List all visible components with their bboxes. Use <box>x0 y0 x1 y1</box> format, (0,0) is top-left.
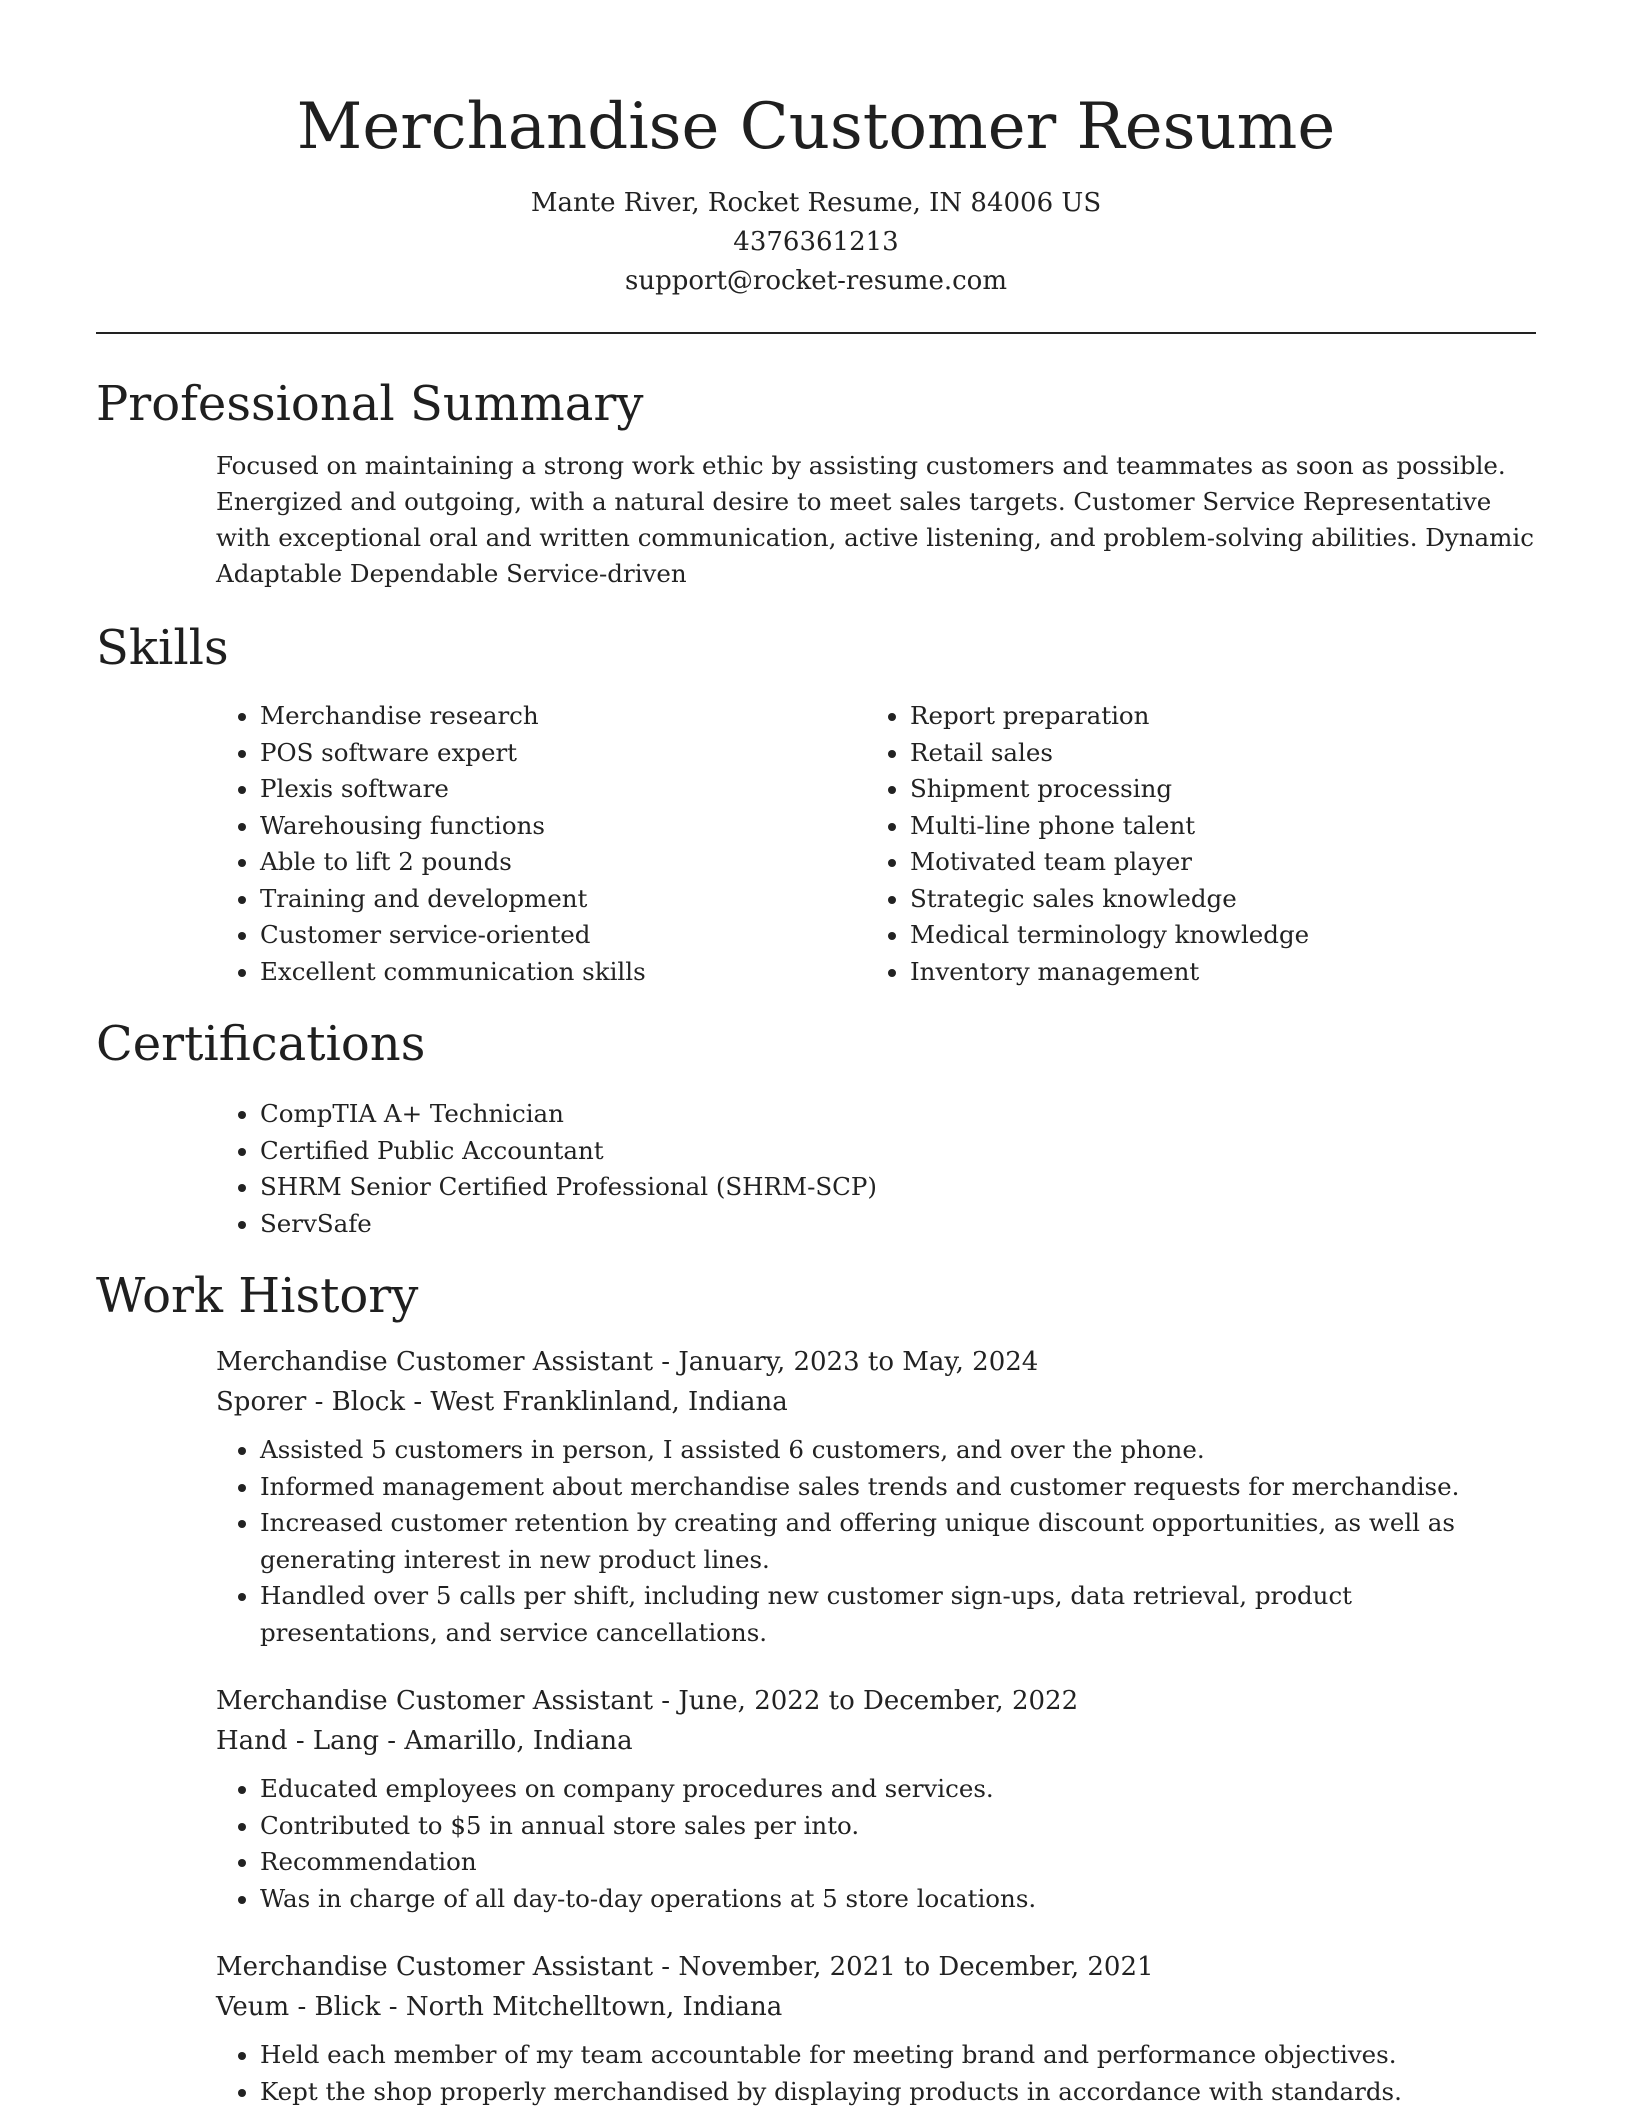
job-bullet: • Handled over 5 calls per shift, including new customer sign-ups, data retrieval, product presentations, and service cancellations. <box>260 1578 1536 1651</box>
work-history-heading: Work History <box>96 1268 419 1324</box>
skill-item: • POS software expert <box>260 735 886 772</box>
job-location: North Mitchelltown, Indiana <box>405 1992 783 2022</box>
job-title-line: Merchandise Customer Assistant - June, 2022 to December, 2022 <box>216 1686 1079 1716</box>
skill-item: • Plexis software <box>260 771 886 808</box>
skill-item: • Able to lift 2 pounds <box>260 844 886 881</box>
job-bullets <box>216 1771 1536 1917</box>
skill-item: • Multi-line phone talent <box>910 808 1536 845</box>
skill-item: • Merchandise research <box>260 698 886 735</box>
job-company-line: Sporer - Block - West Franklinland, Indiana <box>216 1387 788 1417</box>
certification-item: • CompTIA A+ Technician <box>260 1096 1536 1133</box>
skills-section <box>96 616 1536 990</box>
job-location: West Franklinland, Indiana <box>430 1387 788 1417</box>
contact-block <box>96 184 1536 301</box>
job-bullet: • Educated employees on company procedures and services. <box>260 1771 1536 1808</box>
job-company-line: Veum - Blick - North Mitchelltown, Indiana <box>216 1992 783 2022</box>
skill-item: • Training and development <box>260 881 886 918</box>
job-dates: January, 2023 to May, 2024 <box>678 1347 1039 1377</box>
skills-columns <box>216 698 1536 990</box>
skills-heading: Skills <box>96 620 229 676</box>
job-location: Amarillo, Indiana <box>404 1726 633 1756</box>
skill-item: • Report preparation <box>910 698 1536 735</box>
job-role: Merchandise Customer Assistant <box>216 1952 654 1982</box>
job-role: Merchandise Customer Assistant <box>216 1686 654 1716</box>
certification-item: • ServSafe <box>260 1206 1536 1243</box>
certification-item: • Certified Public Accountant <box>260 1133 1536 1170</box>
job-bullet: • Held each member of my team accountable for meeting brand and performance objectives. <box>260 2037 1536 2074</box>
contact-email: support@rocket-resume.com <box>624 266 1007 296</box>
summary-heading: Professional Summary <box>96 376 644 432</box>
resume-header <box>96 0 1536 301</box>
job-dates: November, 2021 to December, 2021 <box>678 1952 1154 1982</box>
certifications-heading: Certifications <box>96 1016 426 1072</box>
job-title-line: Merchandise Customer Assistant - January, 2023 to May, 2024 <box>216 1347 1039 1377</box>
job-bullet: • Was in charge of all day-to-day operations at 5 store locations. <box>260 1881 1536 1918</box>
job-entry <box>216 1342 1536 1651</box>
job-bullets <box>216 2037 1536 2110</box>
job-role: Merchandise Customer Assistant <box>216 1347 654 1377</box>
summary-text: Focused on maintaining a strong work ethic by assisting customers and teammates as soon as possible. Energized and outgoing, with a natural desire to meet sales targets. Customer Service Representative with exceptional oral and written communication, active listening, and problem-solving abilities. Dynamic Adaptable Dependable Service-driven <box>216 451 1534 588</box>
skills-right-column <box>886 698 1536 990</box>
job-entry <box>216 1681 1536 1917</box>
job-bullet: • Assisted 5 customers in person, I assisted 6 customers, and over the phone. <box>260 1432 1536 1469</box>
header-divider <box>96 332 1536 334</box>
summary-section <box>96 372 1536 592</box>
job-bullet: • Recommendation <box>260 1844 1536 1881</box>
job-bullet: • Contributed to $5 in annual store sales per into. <box>260 1808 1536 1845</box>
job-bullets <box>216 1432 1536 1651</box>
skill-item: • Motivated team player <box>910 844 1536 881</box>
skill-item: • Excellent communication skills <box>260 954 886 991</box>
skill-item: • Warehousing functions <box>260 808 886 845</box>
contact-phone: 4376361213 <box>733 227 899 257</box>
job-company: Sporer - Block <box>216 1387 406 1417</box>
job-company: Hand - Lang <box>216 1726 380 1756</box>
skill-item: • Strategic sales knowledge <box>910 881 1536 918</box>
job-company: Veum - Blick <box>216 1992 381 2022</box>
certifications-list <box>216 1096 1536 1242</box>
job-bullet: • Informed management about merchandise sales trends and customer requests for merchandise. <box>260 1469 1536 1506</box>
contact-address: Mante River, Rocket Resume, IN 84006 US <box>530 188 1102 218</box>
resume-page <box>96 0 1536 2110</box>
certification-item: • SHRM Senior Certified Professional (SHRM-SCP) <box>260 1169 1536 1206</box>
skill-item: • Customer service-oriented <box>260 917 886 954</box>
skill-item: • Shipment processing <box>910 771 1536 808</box>
skill-item: • Inventory management <box>910 954 1536 991</box>
job-title-line: Merchandise Customer Assistant - November, 2021 to December, 2021 <box>216 1952 1154 1982</box>
skill-item: • Medical terminology knowledge <box>910 917 1536 954</box>
job-entry <box>216 1947 1536 2110</box>
job-bullet: • Increased customer retention by creating and offering unique discount opportunities, as well as generating interest in new product lines. <box>260 1505 1536 1578</box>
skill-item: • Retail sales <box>910 735 1536 772</box>
resume-title: Merchandise Customer Resume <box>296 90 1336 164</box>
work-history-section <box>96 1264 1536 2110</box>
skills-left-column <box>216 698 886 990</box>
job-company-line: Hand - Lang - Amarillo, Indiana <box>216 1726 633 1756</box>
job-dates: June, 2022 to December, 2022 <box>678 1686 1079 1716</box>
certifications-section <box>96 1012 1536 1242</box>
job-bullet: • Kept the shop properly merchandised by displaying products in accordance with standards. <box>260 2074 1536 2111</box>
